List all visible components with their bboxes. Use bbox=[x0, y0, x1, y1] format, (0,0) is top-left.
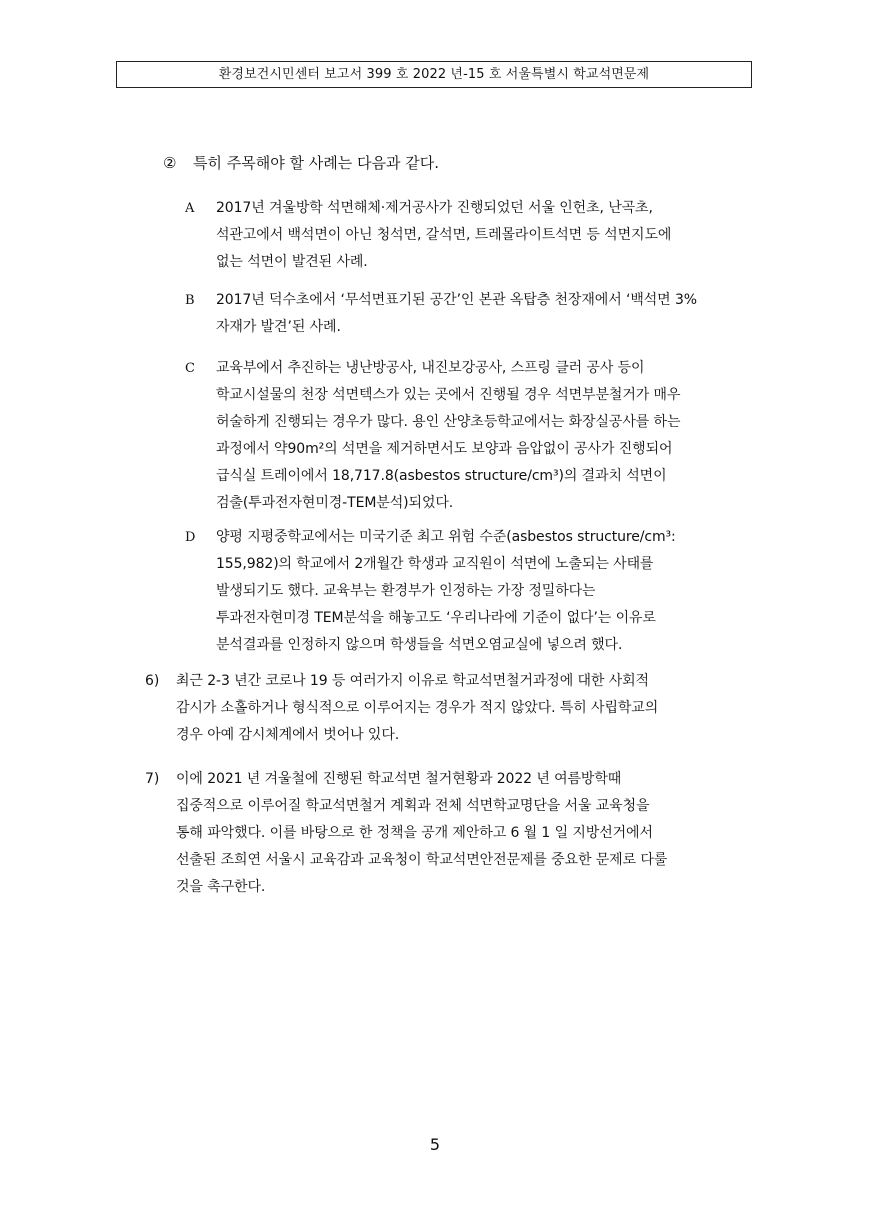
item-line: 이에 2021 년 겨울철에 진행된 학교석면 철거현황과 2022 년 여름방학때 bbox=[176, 771, 622, 787]
case-letter: B bbox=[185, 293, 195, 308]
page-number: 5 bbox=[429, 1135, 441, 1154]
item-line: 것을 촉구한다. bbox=[176, 879, 266, 895]
report-header-title: 환경보건시민센터 보고서 399 호 2022 년-15 호 서울특별시 학교석면문제 bbox=[218, 67, 650, 82]
case-line: 자재가 발견’된 사례. bbox=[216, 319, 341, 335]
case-line: 2017년 겨울방학 석면해체·제거공사가 진행되었던 서울 인헌초, 난곡초, bbox=[216, 200, 653, 216]
case-letter: C bbox=[185, 361, 195, 376]
case-text bbox=[216, 195, 766, 276]
case-line: 검출(투과전자현미경-TEM분석)되었다. bbox=[216, 495, 454, 511]
case-line: 없는 석면이 발견된 사례. bbox=[216, 254, 368, 270]
case-text bbox=[216, 524, 766, 659]
item-text bbox=[176, 668, 751, 749]
intro-text: 특히 주목해야 할 사례는 다음과 같다. bbox=[193, 154, 439, 172]
item-line: 감시가 소홀하거나 형식적으로 이루어지는 경우가 적지 않았다. 특히 사립학교의 bbox=[176, 700, 659, 716]
case-line: 양평 지평중학교에서는 미국기준 최고 위험 수준(asbestos structure/cm³: bbox=[216, 529, 676, 545]
case-line: 허술하게 진행되는 경우가 많다. 용인 산양초등학교에서는 화장실공사를 하는 bbox=[216, 414, 681, 430]
intro-paragraph bbox=[163, 151, 439, 175]
case-line: 과정에서 약90m²의 석면을 제거하면서도 보양과 음압없이 공사가 진행되어 bbox=[216, 441, 673, 457]
case-line: 155,982)의 학교에서 2개월간 학생과 교직원이 석면에 노출되는 사태를 bbox=[216, 556, 654, 572]
item-number: 6) bbox=[145, 673, 160, 689]
item-line: 경우 아예 감시체계에서 벗어나 있다. bbox=[176, 727, 400, 743]
case-letter: D bbox=[185, 530, 196, 545]
case-line: 분석결과를 인정하지 않으며 학생들을 석면오염교실에 넣으려 했다. bbox=[216, 637, 623, 653]
case-line: 발생되기도 했다. 교육부는 환경부가 인정하는 가장 정밀하다는 bbox=[216, 583, 596, 599]
case-text bbox=[216, 287, 766, 341]
item-line: 최근 2-3 년간 코로나 19 등 여러가지 이유로 학교석면철거과정에 대한 사회적 bbox=[176, 673, 649, 689]
item-line: 집중적으로 이루어질 학교석면철거 계획과 전체 석면학교명단을 서울 교육청을 bbox=[176, 798, 650, 814]
intro-marker: ② bbox=[163, 154, 177, 172]
item-number: 7) bbox=[145, 771, 160, 787]
report-header bbox=[116, 61, 752, 88]
case-line: 석관고에서 백석면이 아닌 청석면, 갈석면, 트레몰라이트석면 등 석면지도에 bbox=[216, 227, 672, 243]
case-letter: A bbox=[185, 201, 195, 216]
item-text bbox=[176, 766, 751, 901]
case-line: 교육부에서 추진하는 냉난방공사, 내진보강공사, 스프링 클러 공사 등이 bbox=[216, 360, 645, 376]
case-line: 학교시설물의 천장 석면텍스가 있는 곳에서 진행될 경우 석면부분철거가 매우 bbox=[216, 387, 681, 403]
item-line: 선출된 조희연 서울시 교육감과 교육청이 학교석면안전문제를 중요한 문제로 다룰 bbox=[176, 852, 668, 868]
case-text bbox=[216, 355, 766, 517]
case-line: 투과전자현미경 TEM분석을 해놓고도 ‘우리나라에 기준이 없다’는 이유로 bbox=[216, 610, 656, 626]
item-line: 통해 파악했다. 이를 바탕으로 한 정책을 공개 제안하고 6 월 1 일 지방선거에서 bbox=[176, 825, 653, 841]
case-line: 2017년 덕수초에서 ‘무석면표기된 공간’인 본관 옥탑층 천장재에서 ‘백석면 3% bbox=[216, 292, 697, 308]
case-line: 급식실 트레이에서 18,717.8(asbestos structure/cm³)의 결과치 석면이 bbox=[216, 468, 667, 484]
